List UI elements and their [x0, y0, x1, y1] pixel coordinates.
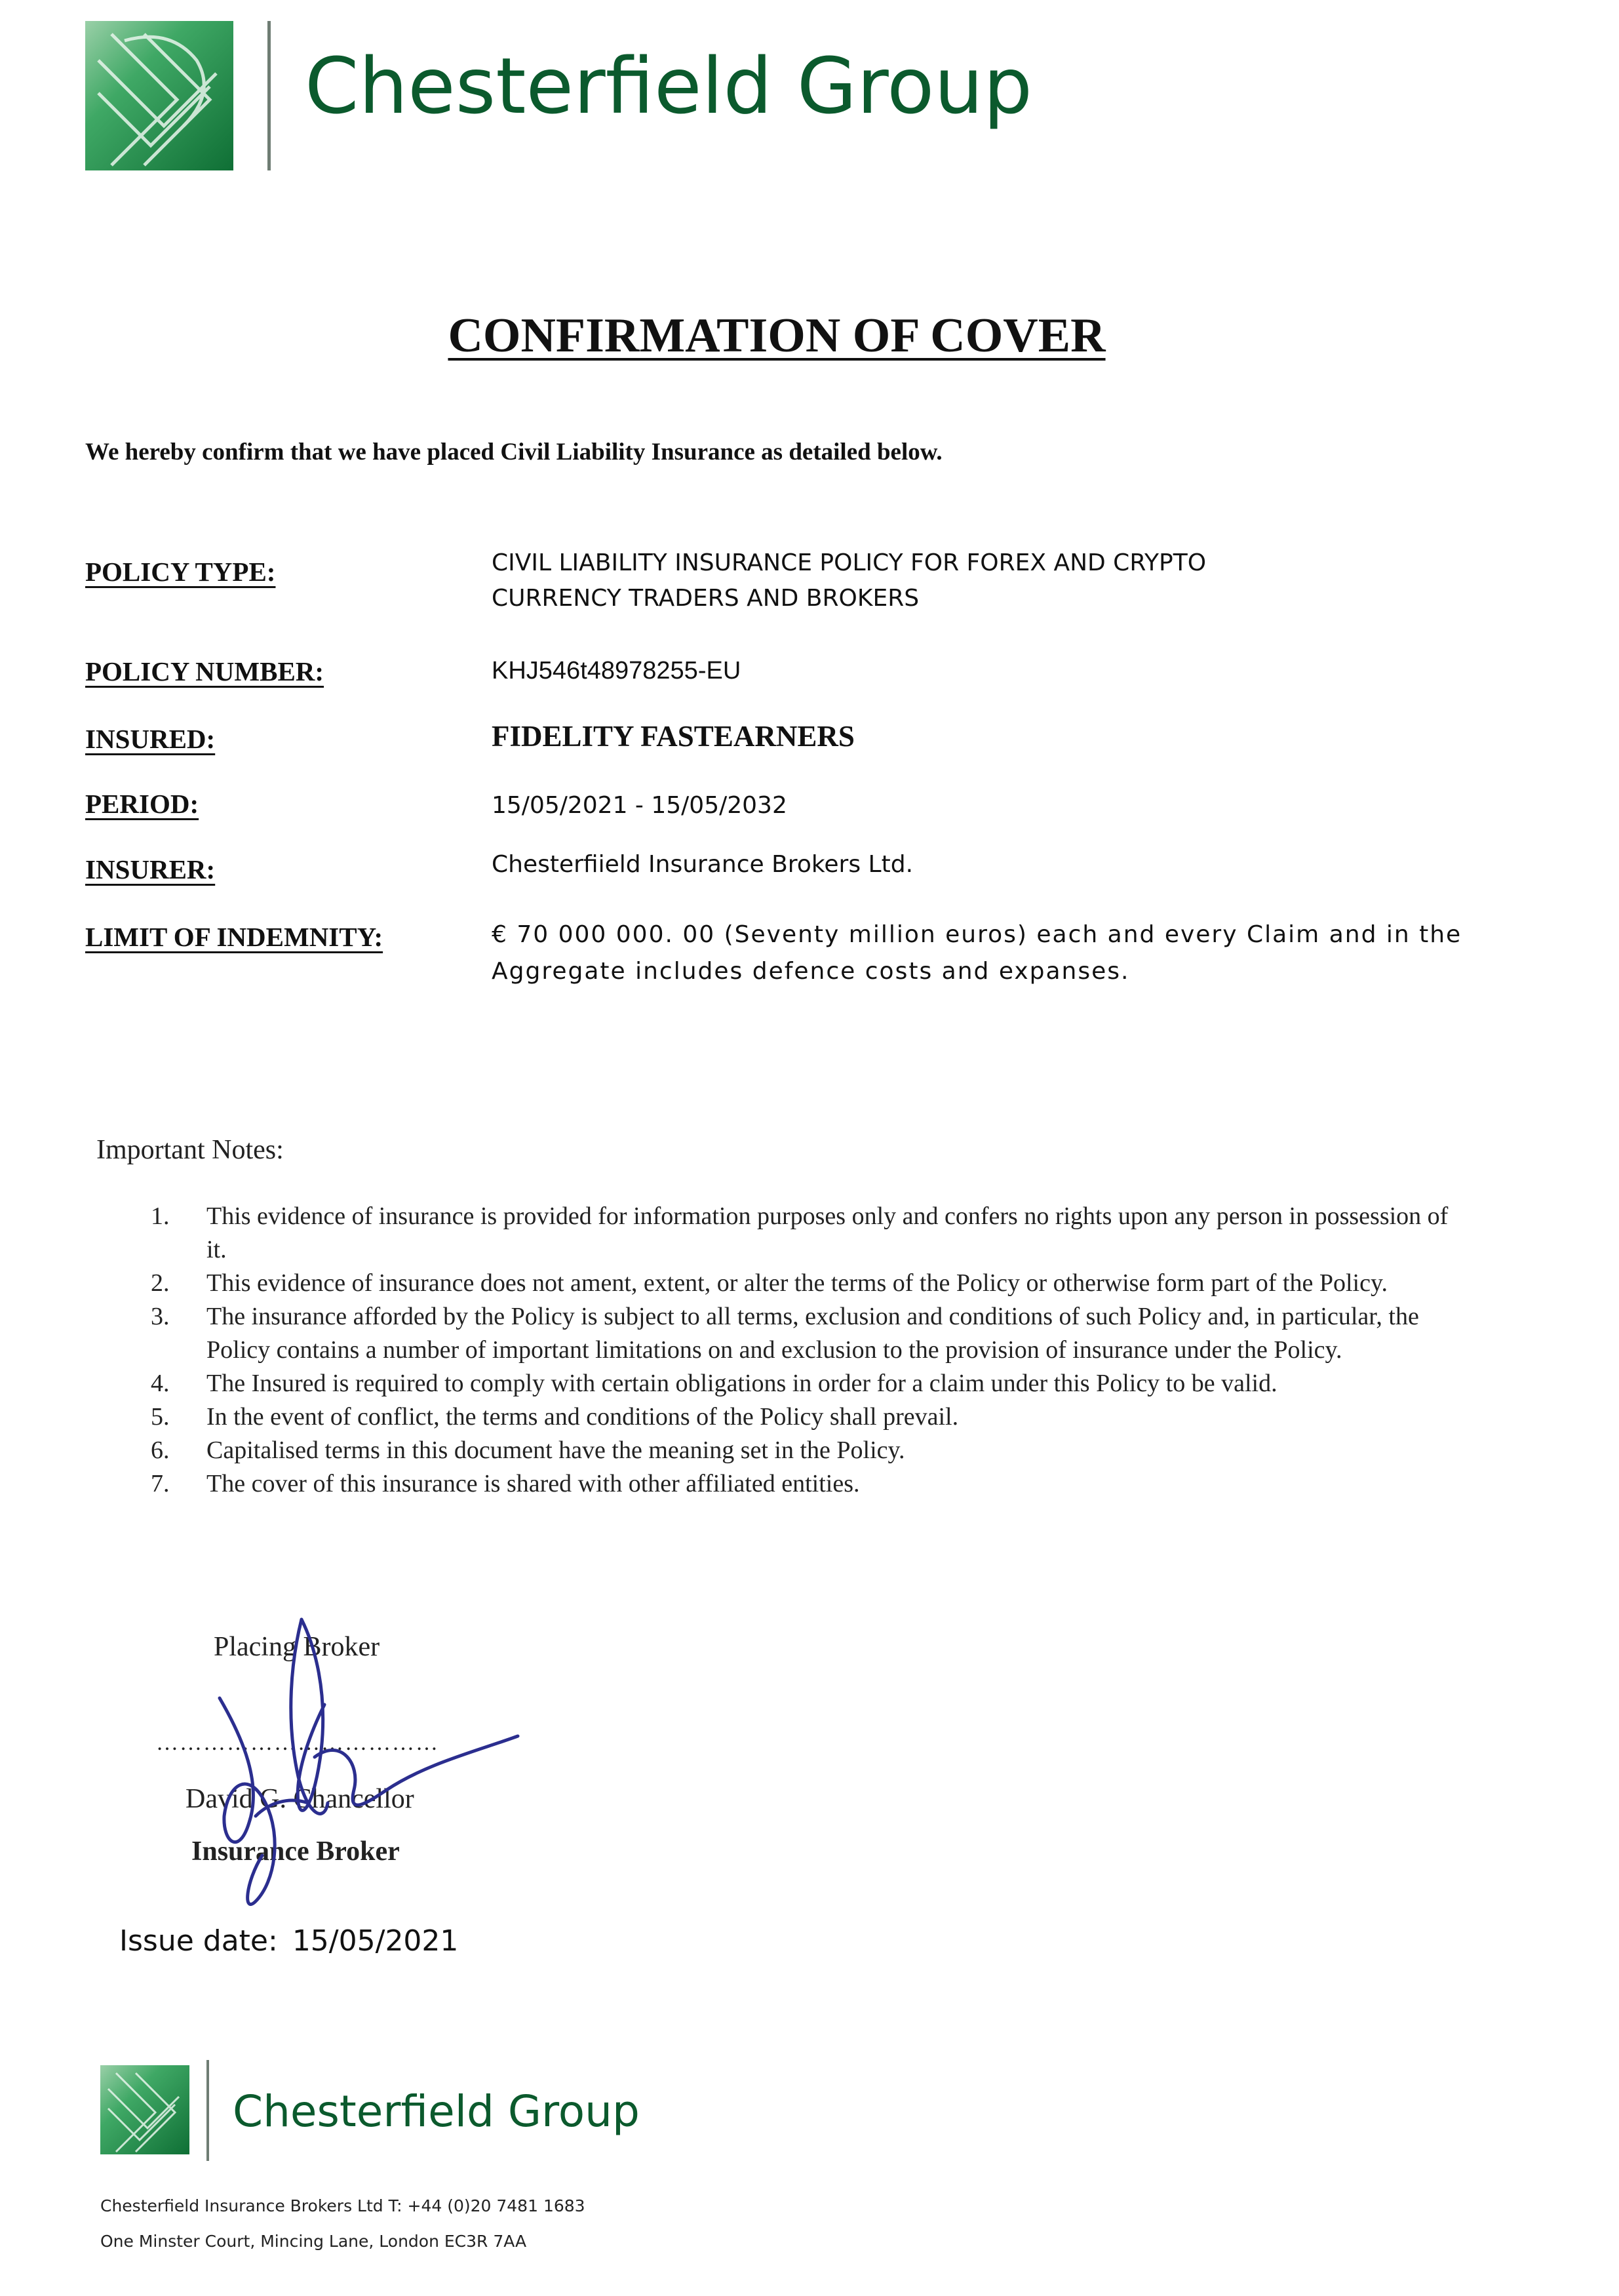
issue-date-label: Issue date:: [119, 1924, 278, 1958]
insured-label: INSURED:: [85, 724, 216, 754]
note-text: In the event of conflict, the terms and conditions of the Policy shall prevail.: [206, 1403, 959, 1431]
note-number: 7.: [151, 1470, 170, 1497]
note-item: [151, 1434, 1462, 1467]
insurer-value: Chesterfiield Insurance Brokers Ltd.: [492, 851, 914, 878]
note-item: [151, 1367, 1462, 1400]
insured-value: FIDELITY FASTEARNERS: [492, 720, 855, 753]
limit-line2: Aggregate includes defence costs and expanses.: [492, 958, 1130, 985]
note-item: [151, 1267, 1462, 1300]
notes-heading: Important Notes:: [96, 1135, 284, 1165]
period-value: 15/05/2021 - 15/05/2032: [492, 792, 787, 819]
note-text: This evidence of insurance does not ament, extent, or alter the terms of the Policy or otherwise form part of the Policy.: [206, 1269, 1388, 1297]
note-number: 1.: [151, 1202, 170, 1230]
issue-date-value: 15/05/2021: [292, 1924, 459, 1958]
policy-number-label: POLICY NUMBER:: [85, 656, 324, 686]
issue-date: [119, 1924, 458, 1958]
policy-number-value: KHJ546t48978255-EU: [492, 657, 741, 684]
policy-type-value: [492, 545, 1206, 616]
note-number: 3.: [151, 1303, 170, 1330]
policy-type-label: POLICY TYPE:: [85, 557, 276, 587]
note-item: [151, 1300, 1462, 1367]
note-text: Capitalised terms in this document have the meaning set in the Policy.: [206, 1436, 905, 1464]
page-title: CONFIRMATION OF COVER: [448, 309, 1106, 363]
footer-address-line: One Minster Court, Mincing Lane, London EC3R 7AA: [100, 2232, 527, 2251]
signature-caption: Placing Broker: [214, 1632, 380, 1662]
period-label: PERIOD:: [85, 789, 199, 819]
header-logo: [85, 21, 1032, 172]
signatory-name: David G. Chancellor: [185, 1784, 414, 1814]
signatory-role: Insurance Broker: [191, 1836, 400, 1867]
logo-divider: [267, 21, 271, 170]
limit-line1: € 70 000 000. 00 (Seventy million euros) each and every Claim and in the: [492, 921, 1462, 948]
footer-logo: [100, 2065, 690, 2170]
note-text: The insurance afforded by the Policy is subject to all terms, exclusion and conditions of such Policy and, in particular, the Policy contains a number of important limitations on and exclusion to the provision of insurance under the Policy.: [206, 1303, 1419, 1364]
note-number: 5.: [151, 1403, 170, 1431]
note-text: The cover of this insurance is shared with other affiliated entities.: [206, 1470, 860, 1497]
insurer-label: INSURER:: [85, 854, 216, 884]
note-item: [151, 1467, 1462, 1501]
footer-logo-mark-icon: [100, 2065, 189, 2154]
footer-brand-name: Chesterfield Group: [233, 2086, 640, 2137]
note-text: This evidence of insurance is provided for information purposes only and confers no rights upon any person in possession of it.: [206, 1202, 1449, 1263]
note-number: 2.: [151, 1269, 170, 1297]
intro-text: We hereby confirm that we have placed Civil Liability Insurance as detailed below.: [85, 439, 943, 465]
policy-type-line1: CIVIL LIABILITY INSURANCE POLICY FOR FOREX AND CRYPTO: [492, 549, 1207, 576]
footer-contact-line: Chesterfield Insurance Brokers Ltd T: +44 (0)20 7481 1683: [100, 2196, 585, 2215]
note-item: [151, 1400, 1462, 1434]
limit-value: [492, 917, 1514, 990]
notes-list: [151, 1200, 1462, 1501]
policy-type-line2: CURRENCY TRADERS AND BROKERS: [492, 585, 920, 612]
note-text: The Insured is required to comply with certain obligations in order for a claim under this Policy to be valid.: [206, 1370, 1278, 1397]
footer-logo-divider: [206, 2060, 209, 2161]
handwritten-signature-icon: [151, 1606, 544, 1934]
note-number: 6.: [151, 1436, 170, 1464]
note-item: [151, 1200, 1462, 1267]
signature-line: ………………………………: [156, 1731, 439, 1755]
brand-name: Chesterfield Group: [305, 41, 1032, 131]
logo-mark-icon: [85, 21, 233, 170]
limit-label: LIMIT OF INDEMNITY:: [85, 922, 383, 952]
note-number: 4.: [151, 1370, 170, 1397]
